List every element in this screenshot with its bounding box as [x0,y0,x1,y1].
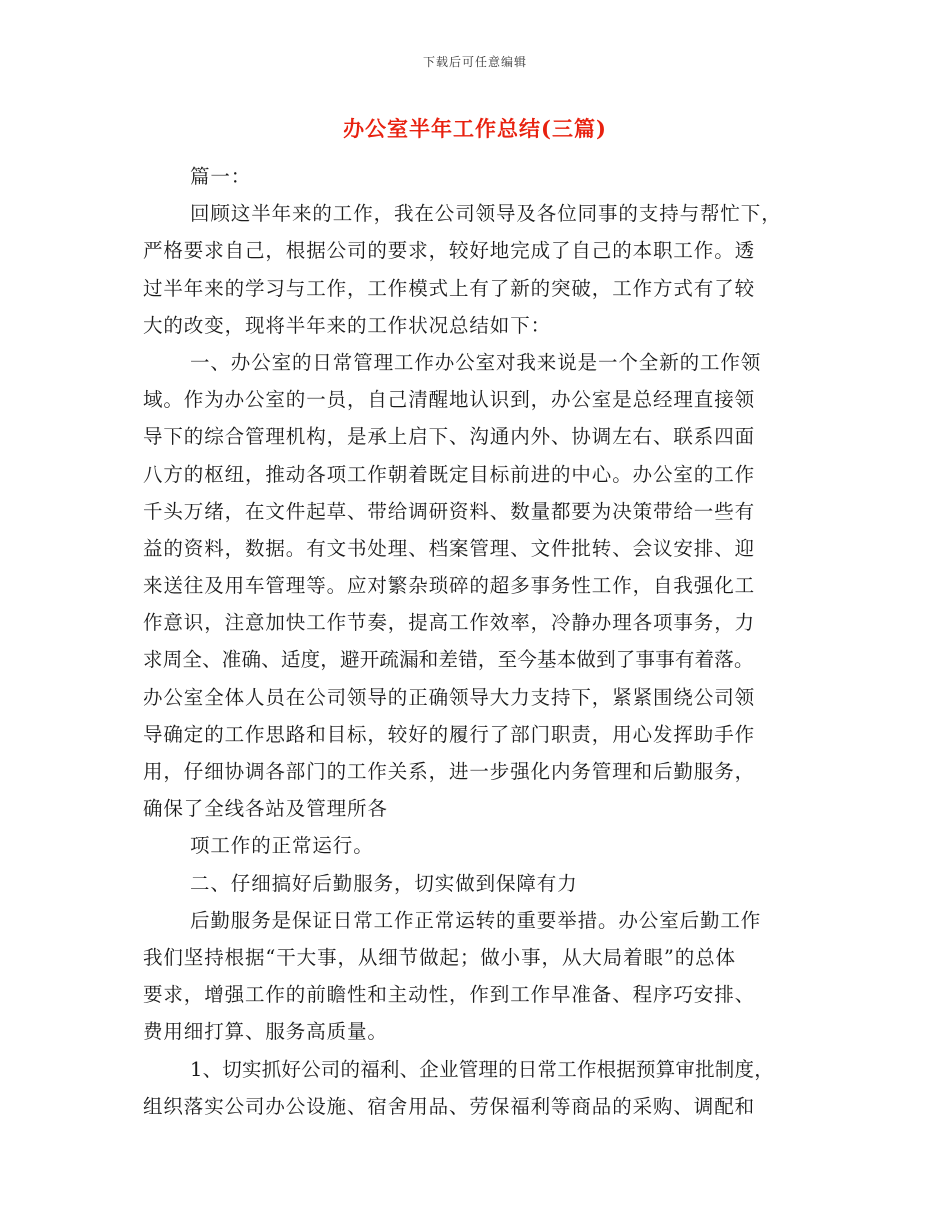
paragraph-line: 办公室全体人员在公司领导的正确领导大力支持下，紧紧围绕公司领 [143,685,756,709]
paragraph-line: 费用细打算、服务高质量。 [143,1020,388,1044]
paragraph-line: 篇一： [190,165,252,188]
paragraph-line: 严格要求自己，根据公司的要求，较好地完成了自己的本职工作。透 [143,239,756,263]
paragraph-line: 用，仔细协调各部门的工作关系，进一步强化内务管理和后勤服务， [143,760,756,783]
paragraph-line: 过半年来的学习与工作，工作模式上有了新的突破，工作方式有了较 [143,276,756,300]
header-note: 下载后可任意编辑 [422,55,527,69]
paragraph-line: 千头万绪，在文件起草、带给调研资料、数量都要为决策带给一些有 [143,499,756,523]
paragraph-line: 回顾这半年来的工作，我在公司领导及各位同事的支持与帮忙下， [190,202,782,226]
document-body [143,158,833,1125]
paragraph-line: 求周全、准确、适度，避开疏漏和差错，至今基本做到了事事有着落。 [143,648,754,672]
paragraph-line: 项工作的正常运行。 [190,834,374,858]
paragraph-line: 大的改变，现将半年来的工作状况总结如下： [143,313,552,337]
section-heading: 二、仔细搞好后勤服务，切实做到保障有力 [190,871,578,895]
paragraph-line: 作意识，注意加快工作节奏，提高工作效率，冷静办理各项事务，力 [143,611,756,635]
paragraph-line: 导确定的工作思路和目标，较好的履行了部门职责，用心发挥助手作 [143,722,756,746]
paragraph-line: 来送往及用车管理等。应对繁杂琐碎的超多事务性工作，自我强化工 [143,574,756,598]
paragraph-line: 益的资料，数据。有文书处理、档案管理、文件批转、会议安排、迎 [143,536,756,560]
paragraph-line: 八方的枢纽，推动各项工作朝着既定目标前进的中心。办公室的工作 [143,462,756,486]
paragraph-line: 1、切实抓好公司的福利、企业管理的日常工作根据预算审批制度， [190,1057,774,1081]
paragraph-line: 要求，增强工作的前瞻性和主动性，作到工作早准备、程序巧安排、 [143,983,756,1007]
paragraph-line: 导下的综合管理机构，是承上启下、沟通内外、协调左右、联系四面 [143,425,756,449]
paragraph-line: 确保了全线各站及管理所各 [143,797,388,821]
paragraph-line: 后勤服务是保证日常工作正常运转的重要举措。办公室后勤工作 [190,908,762,932]
paragraph-line: 我们坚持根据“干大事，从细节做起；做小事，从大局着眼”的总体 [143,945,736,969]
paragraph-line: 域。作为办公室的一员，自己清醒地认识到，办公室是总经理直接领 [143,388,756,412]
paragraph-line: 一、办公室的日常管理工作办公室对我来说是一个全新的工作领 [190,350,762,374]
document-title: 办公室半年工作总结(三篇) [343,116,607,141]
paragraph-line: 组织落实公司办公设施、宿舍用品、劳保福利等商品的采购、调配和 [143,1094,756,1118]
